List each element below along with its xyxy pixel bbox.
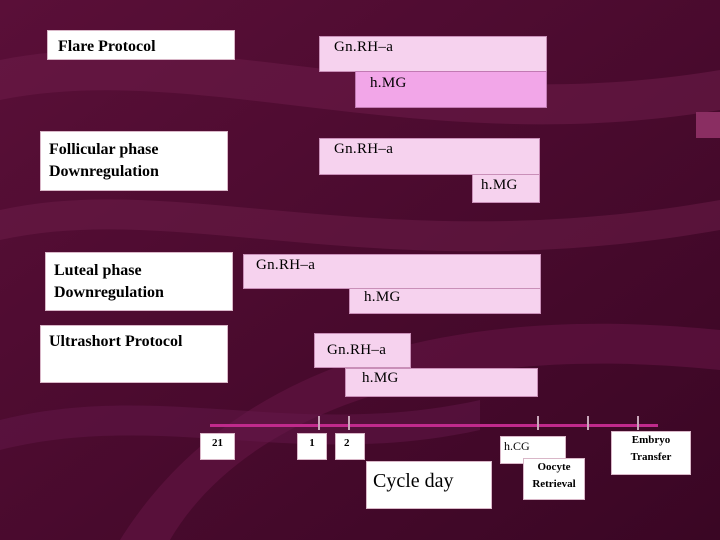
- luteal-gnrh-bar: [243, 254, 541, 289]
- follicular-gnrh-bar: [319, 138, 540, 175]
- cycle-day-2: [335, 433, 365, 460]
- follicular-gnrh-text: Gn.RH–a: [334, 141, 394, 157]
- cycle-day-1-text: 1: [309, 437, 315, 449]
- follicular-label-line1: Follicular phase: [49, 141, 159, 158]
- flare-hmg-text: h.MG: [370, 75, 407, 91]
- flare-gnrh-bar: [319, 36, 547, 72]
- ultrashort-label-text: Ultrashort Protocol: [49, 333, 183, 350]
- oocyte-retrieval-event: [523, 458, 585, 500]
- timeline-tick-1: [318, 416, 320, 430]
- luteal-hmg-bar: [349, 288, 541, 314]
- cycle-day-21: [200, 433, 235, 460]
- follicular-hmg-text: h.MG: [481, 177, 518, 193]
- flare-protocol-label: [47, 30, 235, 60]
- embryo-line1: Embryo: [631, 434, 671, 446]
- timeline-tick-2: [348, 416, 350, 430]
- luteal-label-line2: Downregulation: [54, 284, 164, 301]
- follicular-protocol-label: [40, 131, 228, 191]
- follicular-hmg-bar: [472, 174, 540, 203]
- cycle-day-axis-label: [366, 461, 492, 509]
- ultrashort-hmg-bar: [345, 368, 538, 397]
- timeline-tick-4: [587, 416, 589, 430]
- flare-protocol-text: Flare Protocol: [58, 38, 156, 55]
- cycle-day-2-text: 2: [344, 437, 350, 449]
- embryo-line2: Transfer: [630, 451, 672, 463]
- luteal-hmg-text: h.MG: [364, 289, 401, 305]
- oocyte-line2: Retrieval: [532, 478, 576, 490]
- follicular-label-line2: Downregulation: [49, 163, 159, 180]
- flare-gnrh-text: Gn.RH–a: [334, 39, 394, 55]
- hcg-text: h.CG: [504, 439, 530, 453]
- ultrashort-hmg-text: h.MG: [362, 370, 399, 386]
- luteal-label-line1: Luteal phase: [54, 262, 142, 279]
- oocyte-line1: Oocyte: [537, 461, 571, 473]
- timeline-tick-3: [537, 416, 539, 430]
- ultrashort-protocol-label: [40, 325, 228, 383]
- flare-hmg-bar: [355, 71, 547, 108]
- cycle-day-1: [297, 433, 327, 460]
- timeline-axis: [210, 424, 658, 427]
- ultrashort-gnrh-text: Gn.RH–a: [327, 342, 387, 358]
- ultrashort-gnrh-bar: [314, 333, 411, 368]
- cycle-day-text: Cycle day: [373, 470, 454, 492]
- timeline-tick-5: [637, 416, 639, 430]
- luteal-gnrh-text: Gn.RH–a: [256, 257, 316, 273]
- cycle-day-21-text: 21: [212, 437, 223, 449]
- luteal-protocol-label: [45, 252, 233, 311]
- embryo-transfer-event: [611, 431, 691, 475]
